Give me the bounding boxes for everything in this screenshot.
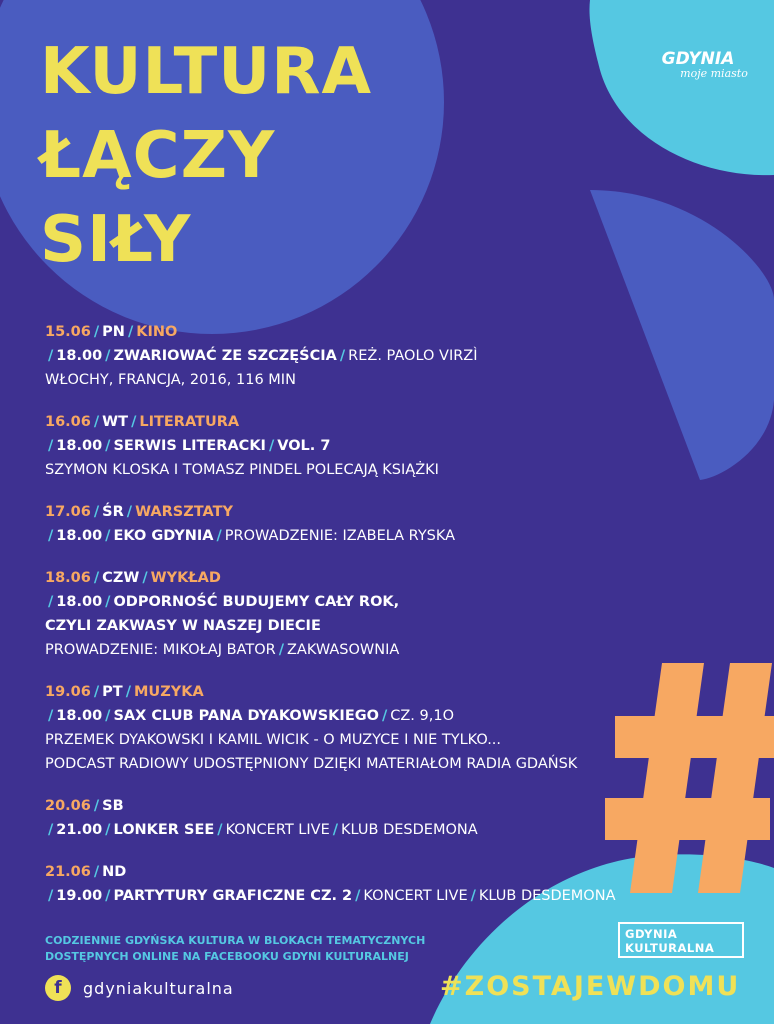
event-host: PROWADZENIE: MIKOŁAJ BATOR — [45, 642, 276, 658]
separator: / — [355, 888, 361, 904]
separator: / — [125, 684, 131, 700]
page-title — [40, 30, 372, 282]
event-item — [45, 566, 745, 662]
event-time: 18.00 — [56, 438, 103, 454]
separator: / — [105, 594, 111, 610]
event-day: SB — [102, 798, 124, 814]
separator: / — [48, 708, 54, 724]
gdynia-kulturalna-logo — [618, 922, 744, 958]
separator: / — [48, 528, 54, 544]
event-day: ŚR — [102, 504, 124, 520]
event-name: EKO GDYNIA — [113, 528, 214, 544]
event-item — [45, 794, 745, 842]
event-day: PN — [102, 324, 125, 340]
event-name-continued: CZYLI ZAKWASY W NASZEJ DIECIE — [45, 618, 321, 634]
separator: / — [105, 528, 111, 544]
event-main-line — [45, 344, 745, 368]
event-header — [45, 566, 745, 590]
gdynia-logo — [643, 50, 753, 80]
event-time: 18.00 — [56, 594, 103, 610]
event-name: SERWIS LITERACKI — [113, 438, 266, 454]
event-header — [45, 410, 745, 434]
separator: / — [93, 570, 100, 586]
separator: / — [93, 684, 100, 700]
event-detail: PODCAST RADIOWY UDOSTĘPNIONY DZIĘKI MATERIAŁOM RADIA GDAŃSK — [45, 756, 578, 772]
facebook-link[interactable] — [45, 974, 234, 1002]
event-name: ZWARIOWAĆ ZE SZCZĘŚCIA — [113, 348, 337, 364]
event-detail: PRZEMEK DYAKOWSKI I KAMIL WICIK - O MUZYCE I NIE TYLKO... — [45, 732, 502, 748]
event-time: 21.00 — [56, 822, 103, 838]
facebook-icon: f — [45, 975, 71, 1001]
event-time: 19.00 — [56, 888, 103, 904]
event-day: WT — [102, 414, 129, 430]
event-time: 18.00 — [56, 348, 103, 364]
separator: / — [278, 642, 284, 658]
event-name: ODPORNOŚĆ BUDUJEMY CAŁY ROK, — [113, 594, 400, 610]
event-day: CZW — [102, 570, 140, 586]
event-header — [45, 680, 745, 704]
event-item — [45, 500, 745, 548]
event-place: ZAKWASOWNIA — [287, 642, 400, 658]
event-detail: WŁOCHY, FRANCJA, 2016, 116 MIN — [45, 372, 296, 388]
separator: / — [126, 504, 133, 520]
event-header — [45, 860, 745, 884]
event-extra: PROWADZENIE: IZABELA RYSKA — [224, 528, 456, 544]
event-main-line — [45, 818, 745, 842]
event-detail: SZYMON KLOSKA I TOMASZ PINDEL POLECAJĄ KSIĄŻKI — [45, 462, 439, 478]
event-main-line — [45, 884, 745, 908]
event-header — [45, 320, 745, 344]
event-date: 15.06 — [45, 324, 91, 340]
event-category: KINO — [136, 324, 178, 340]
event-extra: KONCERT LIVE — [225, 822, 330, 838]
event-name: LONKER SEE — [113, 822, 215, 838]
logo-line-2: KULTURALNA — [625, 941, 715, 955]
event-header — [45, 500, 745, 524]
separator: / — [268, 438, 275, 454]
separator: / — [93, 798, 100, 814]
separator: / — [142, 570, 148, 586]
event-day: PT — [102, 684, 123, 700]
footer-line-2: DOSTĘPNYCH ONLINE NA FACEBOOKU GDYNI KULTURALNEJ — [45, 950, 409, 963]
separator: / — [381, 708, 388, 724]
separator: / — [93, 504, 100, 520]
event-name: SAX CLUB PANA DYAKOWSKIEGO — [113, 708, 379, 724]
event-day: ND — [102, 864, 127, 880]
separator: / — [105, 822, 111, 838]
event-date: 21.06 — [45, 864, 91, 880]
footer-line-1: CODZIENNIE GDYŃSKA KULTURA W BLOKACH TEMATYCZNYCH — [45, 934, 426, 947]
event-main-line — [45, 434, 745, 458]
event-item — [45, 320, 745, 392]
title-line-3: SIŁY — [40, 203, 192, 277]
event-date: 17.06 — [45, 504, 91, 520]
separator: / — [105, 888, 111, 904]
event-date: 20.06 — [45, 798, 91, 814]
event-extra: VOL. 7 — [277, 438, 331, 454]
event-main-line — [45, 704, 745, 728]
separator: / — [48, 888, 54, 904]
separator: / — [105, 708, 111, 724]
separator: / — [48, 348, 54, 364]
event-place: KLUB DESDEMONA — [478, 888, 616, 904]
event-extra: KONCERT LIVE — [363, 888, 468, 904]
title-line-1: KULTURA — [40, 35, 373, 109]
separator: / — [332, 822, 339, 838]
title-line-2: ŁĄCZY — [40, 119, 276, 193]
event-item — [45, 680, 745, 776]
event-date: 18.06 — [45, 570, 91, 586]
event-category: WARSZTATY — [135, 504, 234, 520]
event-time: 18.00 — [56, 528, 103, 544]
event-extra: CZ. 9,1O — [390, 708, 454, 724]
separator: / — [216, 528, 222, 544]
brand-name: GDYNIA — [661, 49, 735, 69]
separator: / — [127, 324, 134, 340]
event-category: MUZYKA — [134, 684, 204, 700]
separator: / — [217, 822, 223, 838]
brand-tagline: moje miasto — [680, 67, 748, 80]
event-time: 18.00 — [56, 708, 103, 724]
separator: / — [339, 348, 346, 364]
separator: / — [93, 414, 100, 430]
event-header — [45, 794, 745, 818]
event-category: LITERATURA — [139, 414, 240, 430]
separator: / — [93, 324, 100, 340]
event-detail — [45, 638, 745, 662]
separator: / — [48, 594, 54, 610]
event-category: WYKŁAD — [150, 570, 221, 586]
event-item — [45, 410, 745, 482]
event-main-line — [45, 590, 745, 614]
separator: / — [105, 348, 111, 364]
event-name: PARTYTURY GRAFICZNE CZ. 2 — [113, 888, 353, 904]
cyan-top-right-blob — [589, 0, 774, 175]
event-date: 16.06 — [45, 414, 91, 430]
event-schedule — [45, 320, 745, 926]
footer-info — [45, 933, 425, 965]
separator: / — [93, 864, 100, 880]
event-extra: REŻ. PAOLO VIRZÌ — [348, 348, 478, 364]
separator: / — [48, 822, 54, 838]
separator: / — [131, 414, 137, 430]
event-date: 19.06 — [45, 684, 91, 700]
separator: / — [470, 888, 476, 904]
facebook-handle: gdyniakulturalna — [83, 978, 234, 998]
event-item — [45, 860, 745, 908]
separator: / — [105, 438, 111, 454]
logo-line-1: GDYNIA — [625, 927, 678, 941]
hashtag: #ZOSTAJEWDOMU — [440, 971, 741, 1002]
event-place: KLUB DESDEMONA — [341, 822, 478, 838]
separator: / — [48, 438, 54, 454]
event-main-line — [45, 524, 745, 548]
